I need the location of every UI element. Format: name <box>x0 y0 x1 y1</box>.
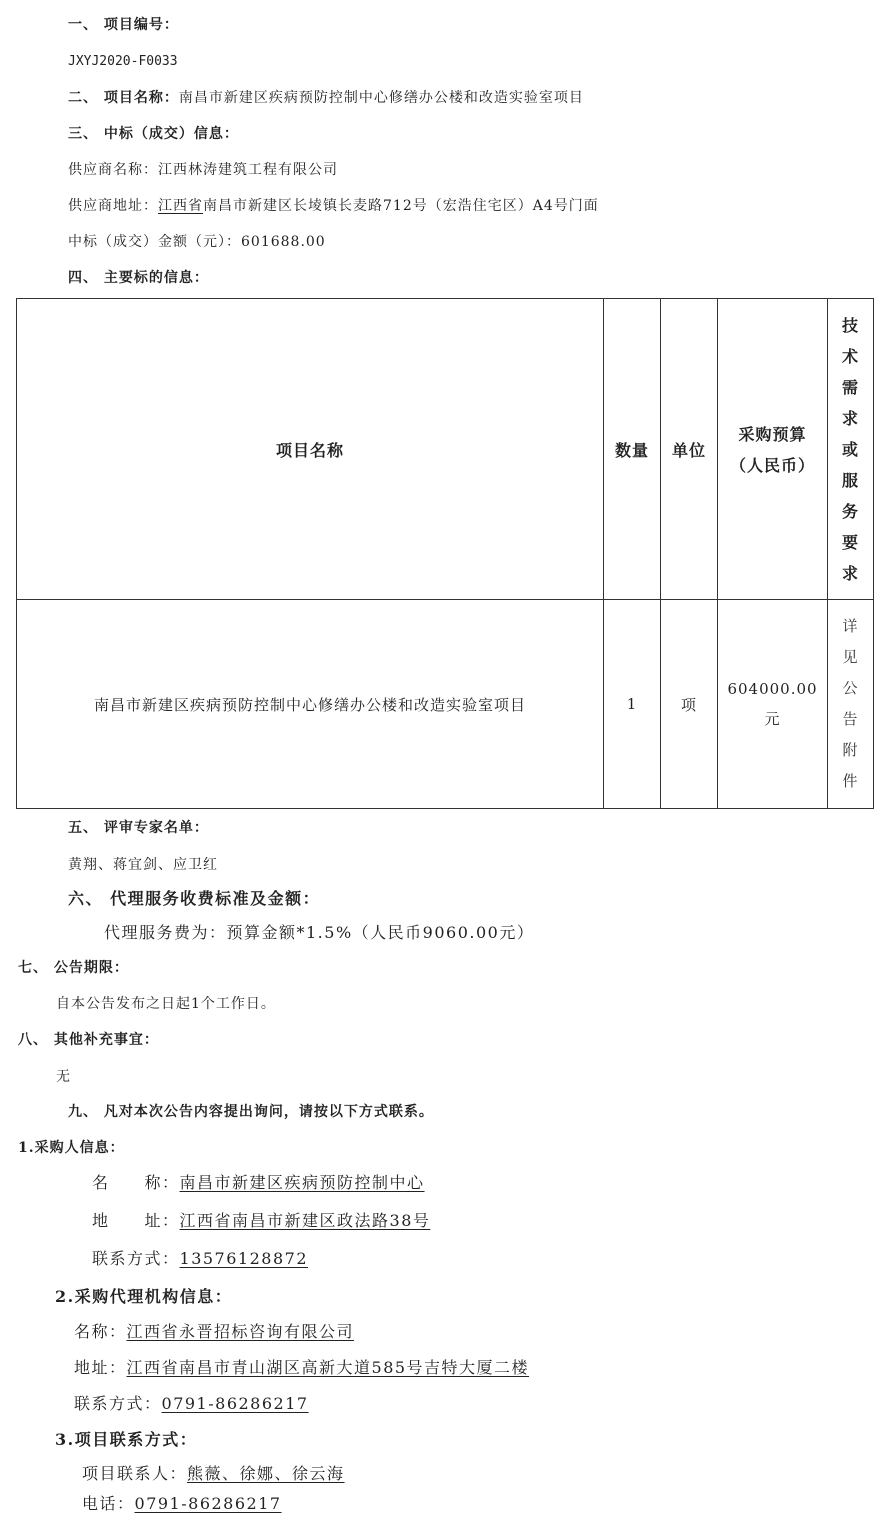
cell-project-name: 南昌市新建区疾病预防控制中心修缮办公楼和改造实验室项目 <box>17 600 604 809</box>
project-contact-person-label: 项目联系人： <box>82 1464 188 1483</box>
other-matters: 无 <box>56 1069 71 1085</box>
cell-budget-unit: 元 <box>764 710 781 728</box>
supplier-address: 南昌市新建区长堎镇长麦路712号（宏浩住宅区）A4号门面 <box>203 198 599 214</box>
header-requirements-cell <box>828 299 874 600</box>
purchaser-address: 江西省南昌市新建区政法路38号 <box>179 1211 431 1230</box>
project-contact-title: 3.项目联系方式： <box>55 1430 198 1449</box>
header-budget-line2: （人民币） <box>729 456 815 475</box>
purchaser-name: 南昌市新建区疾病预防控制中心 <box>179 1173 425 1192</box>
agency-contact-label: 联系方式： <box>74 1394 162 1413</box>
header-requirements: 技术需求或服务要求 <box>841 315 859 583</box>
supplier-address-province: 江西省 <box>158 198 203 214</box>
award-amount: 601688.00 <box>241 234 326 250</box>
header-unit: 单位 <box>661 299 718 600</box>
cell-budget <box>718 600 828 809</box>
header-budget-line1: 采购预算 <box>738 425 807 444</box>
project-contact-person-row <box>82 1464 345 1484</box>
section-7-heading: 七、 公告期限： <box>18 960 129 976</box>
section-2 <box>68 88 584 108</box>
cell-requirements: 详见公告附件 <box>842 617 859 790</box>
purchaser-name-row <box>92 1173 425 1193</box>
section-1-heading: 一、 项目编号： <box>68 17 179 33</box>
project-contact-phone: 0791-86286217 <box>134 1494 282 1513</box>
agency-contact: 0791-86286217 <box>161 1394 309 1413</box>
purchaser-address-row <box>92 1211 430 1231</box>
section-9-heading: 九、 凡对本次公告内容提出询问，请按以下方式联系。 <box>68 1104 434 1120</box>
project-contact-phone-label: 电话： <box>82 1494 135 1513</box>
supplier-name: 江西林涛建筑工程有限公司 <box>158 162 338 178</box>
agency-name: 江西省永晋招标咨询有限公司 <box>126 1322 355 1341</box>
section-2-heading: 二、 项目名称： <box>68 90 179 106</box>
supplier-name-row <box>68 160 338 180</box>
announcement-period: 自本公告发布之日起1个工作日。 <box>56 996 276 1012</box>
purchaser-title: 1.采购人信息： <box>18 1140 125 1156</box>
header-project-name: 项目名称 <box>17 299 604 600</box>
agency-address: 江西省南昌市青山湖区高新大道585号吉特大厦二楼 <box>126 1358 530 1377</box>
header-quantity: 数量 <box>604 299 661 600</box>
cell-unit: 项 <box>661 600 718 809</box>
cell-requirements-cell <box>828 600 874 809</box>
table-header-row <box>17 299 874 600</box>
section-6-heading: 六、 代理服务收费标准及金额： <box>68 889 321 908</box>
project-contact-person: 熊薇、徐娜、徐云海 <box>187 1464 345 1483</box>
project-name: 南昌市新建区疾病预防控制中心修缮办公楼和改造实验室项目 <box>178 90 584 106</box>
cell-budget-amount: 604000.00 <box>727 680 818 698</box>
supplier-address-label: 供应商地址： <box>68 198 158 214</box>
header-budget <box>718 299 828 600</box>
agency-address-label: 地址： <box>74 1358 127 1377</box>
supplier-address-row <box>68 196 599 216</box>
agency-title: 2.采购代理机构信息： <box>55 1287 233 1306</box>
purchaser-contact-row <box>92 1249 308 1269</box>
project-number: JXYJ2020-F0033 <box>68 54 178 69</box>
purchaser-name-label: 名 称： <box>92 1173 180 1192</box>
agency-contact-row <box>74 1394 309 1414</box>
supplier-name-label: 供应商名称： <box>68 162 158 178</box>
agency-fee: 代理服务费为：预算金额*1.5%（人民币9060.00元） <box>104 923 535 942</box>
section-5-heading: 五、 评审专家名单： <box>68 820 209 836</box>
agency-name-label: 名称： <box>74 1322 127 1341</box>
section-4-heading: 四、 主要标的信息： <box>68 270 209 286</box>
award-amount-label: 中标（成交）金额（元）： <box>68 234 241 250</box>
purchaser-contact-label: 联系方式： <box>92 1249 180 1268</box>
cell-quantity: 1 <box>604 600 661 809</box>
agency-name-row <box>74 1322 354 1342</box>
award-amount-row <box>68 232 326 252</box>
section-3-heading: 三、 中标（成交）信息： <box>68 126 239 142</box>
table-row <box>17 600 874 809</box>
section-8-heading: 八、 其他补充事宜： <box>18 1032 159 1048</box>
purchaser-contact: 13576128872 <box>179 1249 308 1268</box>
project-contact-phone-row <box>82 1494 282 1514</box>
purchaser-address-label: 地 址： <box>92 1211 180 1230</box>
expert-list: 黄翔、蒋宜剑、应卫红 <box>68 857 218 873</box>
subject-info-table <box>16 298 874 809</box>
agency-address-row <box>74 1358 529 1378</box>
